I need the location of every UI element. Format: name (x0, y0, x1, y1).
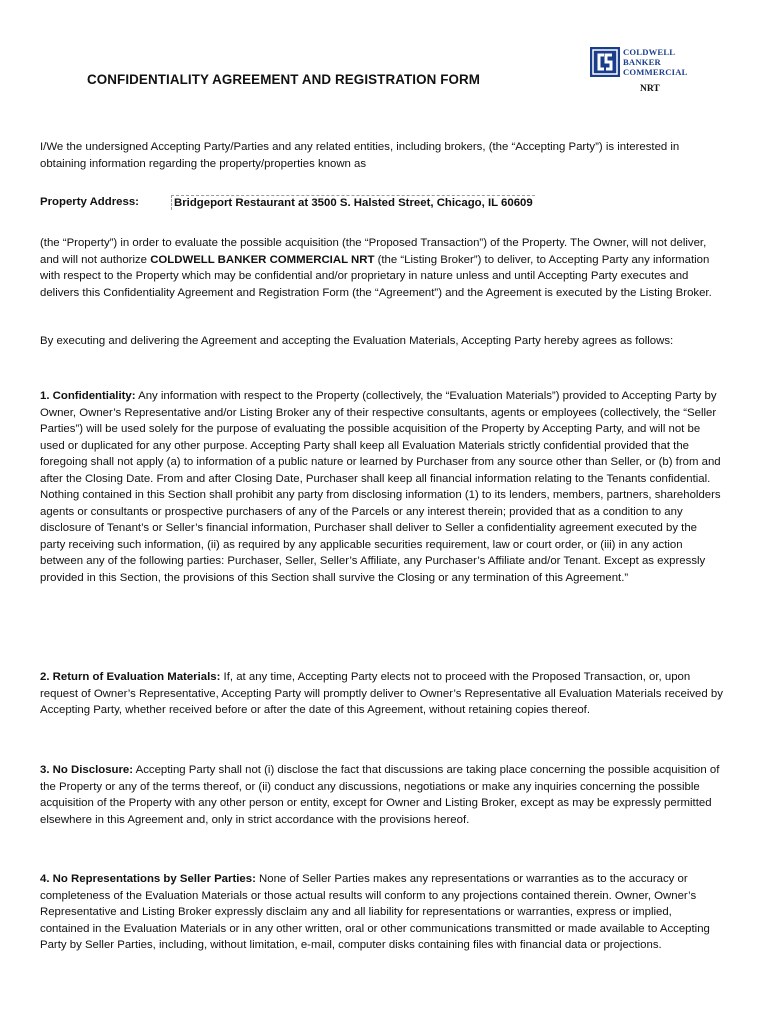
section-body: Any information with respect to the Property (collectively, the “Evaluation Materials”) provided to Accepting Party by Owner, Owner’s Representative and/or Listing Broker any of their respective consultants, agents or employees (collectively, the “Seller Parties”) will be used solely for the purpose of evaluating the possible acquisition of the Property by Accepting Party, and will not be used or duplicated for any other purpose. Accepting Party shall keep all Evaluation Materials strictly confidential provided that the foregoing shall not apply (a) to information of a public nature or learned by Purchaser from any source other than Seller, or (b) from and after the Closing Date. From and after Closing Date, Purchaser shall keep all financial information relating to the Tenants confidential. Nothing contained in this Section shall prohibit any party from disclosing information (1) to its lenders, members, partners, shareholders agents or consultants or prospective purchasers of any of the Parcels or any interest therein; provided that as a condition to any disclosure of Tenant’s or Seller’s financial information, Purchaser shall deliver to Seller a confidentiality agreement executed by the party receiving such information, (ii) as required by any applicable securities requirement, law or court order, or (iii) in any action between any of the following parties: Purchaser, Seller, Seller’s Affiliate, any Purchaser’s Affiliate and/or Tenant. Except as expressly provided in this Section, the provisions of this Section shall survive the Closing or any termination of this Agreement.” (40, 390, 721, 584)
intro-paragraph: I/We the undersigned Accepting Party/Parties and any related entities, including brokers, (the “Accepting Party”) is interested in obtaining information regarding the property/properties known as (40, 141, 680, 170)
logo-subtitle: NRT (640, 84, 660, 94)
coldwell-banker-logo (590, 47, 716, 77)
purpose-text-pre: (the “Property”) in order to evaluate the possible acquisition (the “Proposed Transaction”) of the Property. The Owner, will not deliver, and will not authorize (40, 237, 707, 266)
section-heading: 3. No Disclosure: (40, 764, 134, 776)
property-address-field[interactable]: Bridgeport Restaurant at 3500 S. Halsted Street, Chicago, IL 60609 (171, 195, 535, 210)
property-address-label: Property Address: (40, 196, 139, 208)
section-no-disclosure (40, 762, 724, 828)
document-title: CONFIDENTIALITY AGREEMENT AND REGISTRATION FORM (87, 72, 481, 87)
section-confidentiality (40, 388, 724, 586)
purpose-text-post: (the “Listing Broker”) to deliver, to Accepting Party any information with respect to the Property which may be confidential and/or proprietary in nature unless and until Accepting Party executes and delivers this Confidentiality Agreement and Registration Form (the “Agreement”) and the Agreement is executed by the Listing Broker. (40, 253, 712, 299)
section-heading: 2. Return of Evaluation Materials: (40, 671, 221, 683)
section-heading: 1. Confidentiality: (40, 390, 136, 402)
section-no-representations (40, 871, 724, 954)
logo-line-2: BANKER (623, 57, 661, 67)
section-heading: 4. No Representations by Seller Parties: (40, 873, 256, 885)
listing-broker-name: COLDWELL BANKER COMMERCIAL NRT (150, 253, 375, 266)
cb-logo-icon (590, 47, 620, 77)
section-body: Accepting Party shall not (i) disclose the fact that discussions are taking place concerning the possible acquisition of the Property or any of the terms thereof, or (ii) conduct any discussions, negotiations or make any inquiries concerning the possible acquisition of the Property with any other person or entity, except for Owner and Listing Broker, except as may be expressly permitted elsewhere in this Agreement and, only in strict accordance with the provisions hereof. (40, 764, 720, 826)
logo-line-3: COMMERCIAL (623, 67, 688, 77)
logo-wordmark (623, 47, 688, 77)
section-return-materials (40, 669, 724, 719)
agrees-paragraph: By executing and delivering the Agreement and accepting the Evaluation Materials, Accepting Party hereby agrees as follows: (40, 335, 674, 347)
section-body: None of Seller Parties makes any representations or warranties as to the accuracy or completeness of the Evaluation Materials or those actual results will conform to any projections contained therein. Owner, Owner’s Representative and Listing Broker expressly disclaim any and all liability for representations or warranties, express or implied, contained in the Evaluation Materials or in any other written, oral or other communications transmitted or made available to Accepting Party by Seller Parties, including, without limitation, e-mail, computer disks containing files with financial data or projections. (40, 873, 710, 951)
purpose-paragraph (40, 235, 724, 301)
section-body: If, at any time, Accepting Party elects not to proceed with the Proposed Transaction, or, upon request of Owner’s Representative, Accepting Party will promptly deliver to Owner’s Representative all Evaluation Materials received by Accepting Party, whether received before or after the date of this Agreement, without retaining copies thereof. (40, 671, 723, 716)
logo-line-1: COLDWELL (623, 47, 676, 57)
